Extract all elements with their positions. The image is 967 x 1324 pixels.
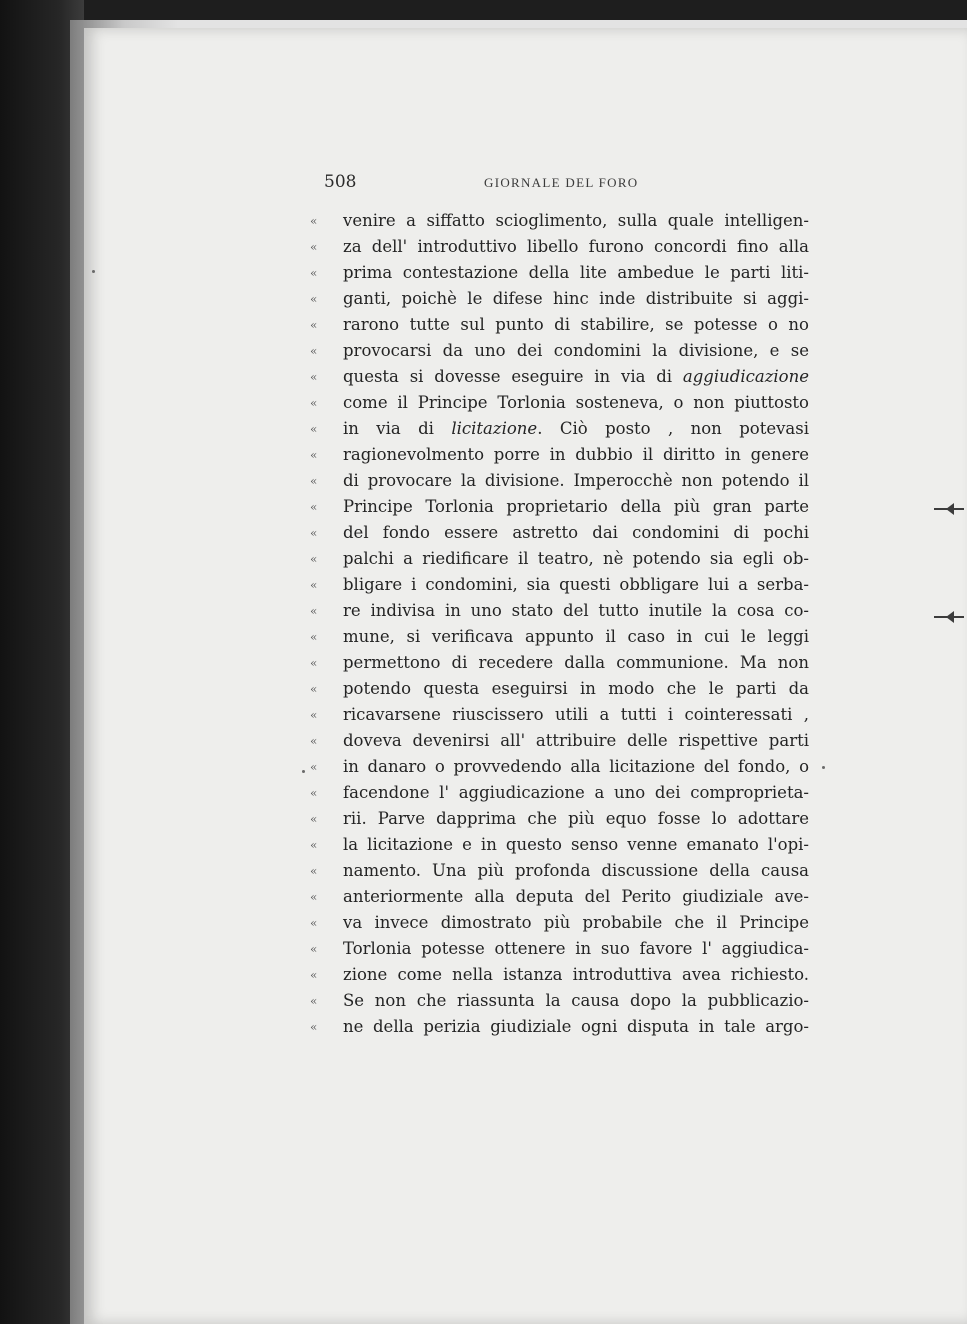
text-line xyxy=(310,676,810,702)
line-text: va invece dimostrato più probabile che il Principe xyxy=(343,913,809,932)
text-line xyxy=(310,416,810,442)
quotation-mark: « xyxy=(310,370,318,384)
text-line xyxy=(310,260,810,286)
line-text: doveva devenirsi all' attribuire delle rispettive parti xyxy=(343,731,809,750)
line-text: ricavarsene riuscissero utili a tutti i cointeressati , xyxy=(343,705,809,724)
margin-arrow-mark xyxy=(934,502,964,516)
quotation-mark: « xyxy=(310,318,318,332)
quotation-mark: « xyxy=(310,968,318,982)
text-line xyxy=(310,468,810,494)
quotation-mark: « xyxy=(310,344,318,358)
quotation-mark: « xyxy=(310,630,318,644)
text-line xyxy=(310,780,810,806)
line-text: potendo questa eseguirsi in modo che le parti da xyxy=(343,679,809,698)
text-line xyxy=(310,858,810,884)
line-text: za dell' introduttivo libello furono concordi fino alla xyxy=(343,237,809,256)
quotation-mark: « xyxy=(310,916,318,930)
line-text: facendone l' aggiudicazione a uno dei comproprieta- xyxy=(343,783,809,802)
quotation-mark: « xyxy=(310,500,318,514)
scan-speck xyxy=(302,770,305,773)
quotation-mark: « xyxy=(310,708,318,722)
quotation-mark: « xyxy=(310,1020,318,1034)
line-text: Principe Torlonia proprietario della più gran parte xyxy=(343,497,809,516)
quotation-mark: « xyxy=(310,292,318,306)
quotation-mark: « xyxy=(310,448,318,462)
line-text: di provocare la divisione. Imperocchè non potendo il xyxy=(343,471,809,490)
quotation-mark: « xyxy=(310,890,318,904)
running-title: GIORNALE DEL FORO xyxy=(484,175,639,190)
quotation-mark: « xyxy=(310,760,318,774)
text-line xyxy=(310,338,810,364)
quotation-mark: « xyxy=(310,994,318,1008)
quotation-mark: « xyxy=(310,422,318,436)
line-text: permettono di recedere dalla communione. Ma non xyxy=(343,653,809,672)
line-text: questa si dovesse eseguire in via di aggiudicazione xyxy=(343,367,809,386)
line-text: prima contestazione della lite ambedue le parti liti- xyxy=(343,263,809,282)
text-line xyxy=(310,936,810,962)
line-text: ragionevolmento porre in dubbio il diritto in genere xyxy=(343,445,809,464)
line-text: come il Principe Torlonia sosteneva, o non piuttosto xyxy=(343,393,809,412)
quotation-mark: « xyxy=(310,214,318,228)
italic-term: aggiudicazione xyxy=(682,367,809,386)
text-line xyxy=(310,806,810,832)
margin-arrow-mark xyxy=(934,610,964,624)
line-text: del fondo essere astretto dai condomini di pochi xyxy=(343,523,809,542)
quotation-mark: « xyxy=(310,864,318,878)
line-text: zione come nella istanza introduttiva avea richiesto. xyxy=(343,965,809,984)
text-line xyxy=(310,208,810,234)
line-text: ne della perizia giudiziale ogni disputa in tale argo- xyxy=(343,1017,809,1036)
italic-term: licitazione xyxy=(451,419,538,438)
text-line xyxy=(310,312,810,338)
quotation-mark: « xyxy=(310,812,318,826)
quotation-mark: « xyxy=(310,838,318,852)
text-line xyxy=(310,650,810,676)
text-line xyxy=(310,546,810,572)
line-text: Se non che riassunta la causa dopo la pubblicazio- xyxy=(343,991,809,1010)
quotation-mark: « xyxy=(310,240,318,254)
line-text: mune, si verificava appunto il caso in cui le leggi xyxy=(343,627,809,646)
line-text: Torlonia potesse ottenere in suo favore l' aggiudica- xyxy=(343,939,809,958)
line-text: la licitazione e in questo senso venne emanato l'opi- xyxy=(343,835,809,854)
line-text: in via di licitazione. Ciò posto , non potevasi xyxy=(343,419,809,438)
text-line xyxy=(310,962,810,988)
quotation-mark: « xyxy=(310,682,318,696)
quotation-mark: « xyxy=(310,474,318,488)
text-line xyxy=(310,520,810,546)
text-line xyxy=(310,364,810,390)
line-text: rarono tutte sul punto di stabilire, se potesse o no xyxy=(343,315,809,334)
quotation-mark: « xyxy=(310,266,318,280)
text-line xyxy=(310,572,810,598)
line-text: venire a siffatto scioglimento, sulla quale intelligen- xyxy=(343,211,809,230)
line-text: bligare i condomini, sia questi obbligare lui a serba- xyxy=(343,575,809,594)
text-line xyxy=(310,702,810,728)
scan-speck xyxy=(822,766,825,769)
quotation-mark: « xyxy=(310,526,318,540)
quotation-mark: « xyxy=(310,552,318,566)
text-line xyxy=(310,1014,810,1040)
quotation-mark: « xyxy=(310,656,318,670)
line-text: ganti, poichè le difese hinc inde distribuite si aggi- xyxy=(343,289,809,308)
body-text xyxy=(310,208,810,1040)
text-line xyxy=(310,390,810,416)
text-line xyxy=(310,910,810,936)
quotation-mark: « xyxy=(310,578,318,592)
text-line xyxy=(310,754,810,780)
page-number: 508 xyxy=(324,172,357,192)
text-line xyxy=(310,832,810,858)
quotation-mark: « xyxy=(310,786,318,800)
line-text: namento. Una più profonda discussione della causa xyxy=(343,861,809,880)
line-text: anteriormente alla deputa del Perito giudiziale ave- xyxy=(343,887,809,906)
quotation-mark: « xyxy=(310,604,318,618)
quotation-mark: « xyxy=(310,396,318,410)
text-line xyxy=(310,988,810,1014)
text-line xyxy=(310,286,810,312)
line-text: provocarsi da uno dei condomini la divisione, e se xyxy=(343,341,809,360)
text-line xyxy=(310,624,810,650)
text-line xyxy=(310,728,810,754)
quotation-mark: « xyxy=(310,734,318,748)
text-line xyxy=(310,598,810,624)
text-line xyxy=(310,494,810,520)
quotation-mark: « xyxy=(310,942,318,956)
text-line xyxy=(310,884,810,910)
line-text: in danaro o provvedendo alla licitazione del fondo, o xyxy=(343,757,809,776)
page-header xyxy=(324,172,810,196)
text-line xyxy=(310,442,810,468)
line-text: re indivisa in uno stato del tutto inutile la cosa co- xyxy=(343,601,809,620)
scan-speck xyxy=(92,270,95,273)
text-line xyxy=(310,234,810,260)
line-text: rii. Parve dapprima che più equo fosse lo adottare xyxy=(343,809,809,828)
line-text: palchi a riedificare il teatro, nè potendo sia egli ob- xyxy=(343,549,809,568)
